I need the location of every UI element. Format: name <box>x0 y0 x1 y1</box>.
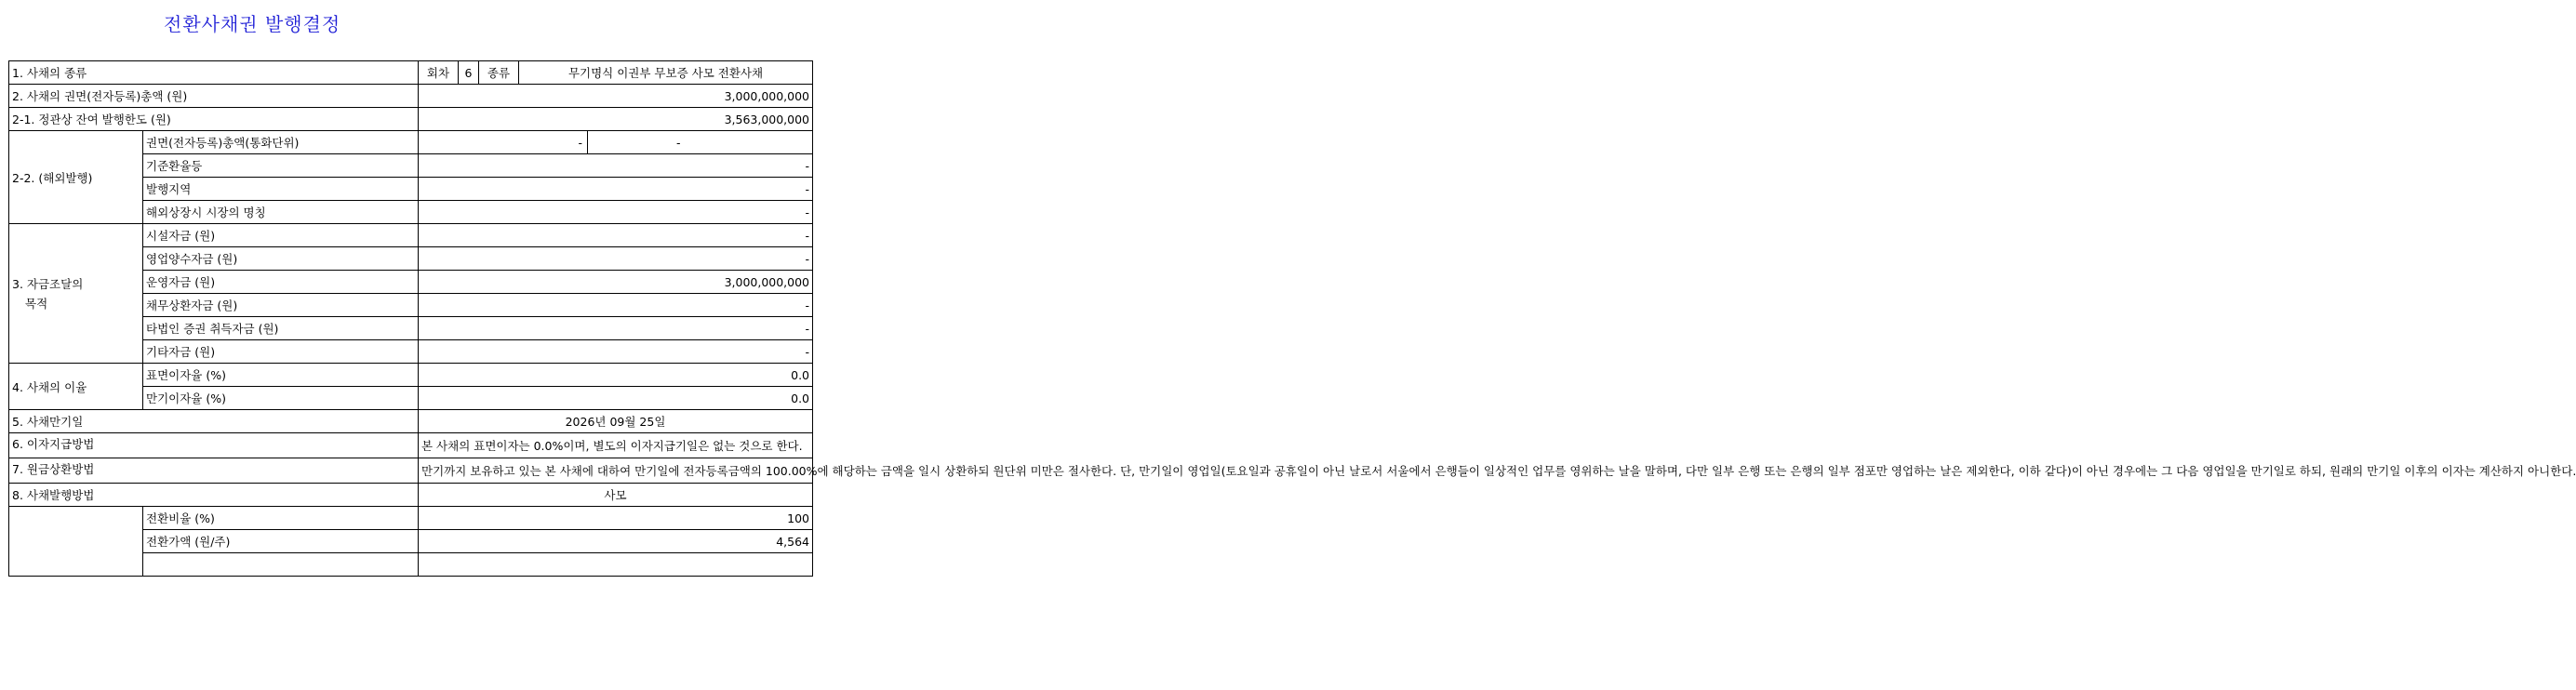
item-value: 4,564 <box>419 530 813 553</box>
item-value: - <box>419 247 813 271</box>
item-label <box>143 553 419 577</box>
item-value: 100 <box>419 507 813 530</box>
item-value: 3,000,000,000 <box>419 271 813 294</box>
table-row <box>9 507 813 530</box>
item-value: - <box>419 154 813 178</box>
row-label: 2. 사채의 권면(전자등록)총액 (원) <box>9 85 419 108</box>
row-value: 3,000,000,000 <box>419 85 813 108</box>
item-label: 발행지역 <box>143 178 419 201</box>
item-value: - <box>419 178 813 201</box>
item-label: 타법인 증권 취득자금 (원) <box>143 317 419 340</box>
row-label: 5. 사채만기일 <box>9 410 419 433</box>
round-value: 6 <box>459 61 479 85</box>
item-value: 0.0 <box>419 387 813 410</box>
category-label <box>9 507 143 577</box>
item-value: - <box>419 201 813 224</box>
category-label: 4. 사채의 이율 <box>9 364 143 410</box>
item-label: 권면(전자등록)총액(통화단위) <box>143 131 419 154</box>
item-value <box>419 553 813 577</box>
table-row <box>9 85 813 108</box>
item-label: 만기이자율 (%) <box>143 387 419 410</box>
row-label: 6. 이자지급방법 <box>9 433 419 458</box>
table-row <box>9 410 813 433</box>
item-label: 전환가액 (원/주) <box>143 530 419 553</box>
disclosure-table <box>8 60 2576 577</box>
table-row <box>9 484 813 507</box>
category-label <box>9 224 143 364</box>
item-label: 전환비율 (%) <box>143 507 419 530</box>
item-label: 기타자금 (원) <box>143 340 419 364</box>
round-label: 회차 <box>419 61 459 85</box>
row-label: 8. 사채발행방법 <box>9 484 419 507</box>
row-value: 사모 <box>419 484 813 507</box>
item-label: 운영자금 (원) <box>143 271 419 294</box>
table-row <box>9 108 813 131</box>
item-value: - <box>419 294 813 317</box>
table-row <box>9 61 813 85</box>
item-label: 채무상환자금 (원) <box>143 294 419 317</box>
row-value: 본 사채의 표면이자는 0.0%이며, 별도의 이자지급기일은 없는 것으로 한다. <box>419 433 813 458</box>
type-label: 종류 <box>479 61 519 85</box>
item-label: 해외상장시 시장의 명칭 <box>143 201 419 224</box>
item-label: 시설자금 (원) <box>143 224 419 247</box>
row-label: 2-1. 정관상 잔여 발행한도 (원) <box>9 108 419 131</box>
type-value: 무기명식 이권부 무보증 사모 전환사채 <box>519 61 813 85</box>
category-label: 2-2. (해외발행) <box>9 131 143 224</box>
item-value-secondary: - <box>588 131 813 154</box>
table-row <box>9 458 813 484</box>
item-label: 표면이자율 (%) <box>143 364 419 387</box>
item-label: 영업양수자금 (원) <box>143 247 419 271</box>
row-value: 2026년 09월 25일 <box>419 410 813 433</box>
page-title: 전환사채권 발행결정 <box>164 13 341 35</box>
item-value: - <box>419 131 588 154</box>
table-row <box>9 131 813 154</box>
item-label: 기준환율등 <box>143 154 419 178</box>
row-label: 7. 원금상환방법 <box>9 458 419 484</box>
item-value: - <box>419 340 813 364</box>
category-label-line1: 3. 자금조달의 <box>12 276 84 291</box>
item-value: - <box>419 317 813 340</box>
row-value: 3,563,000,000 <box>419 108 813 131</box>
item-value: - <box>419 224 813 247</box>
table-row <box>9 364 813 387</box>
table-row <box>9 433 813 458</box>
row-label: 1. 사채의 종류 <box>9 61 419 85</box>
category-label-line2: 목적 <box>25 296 48 311</box>
row-value: 만기까지 보유하고 있는 본 사채에 대하여 만기일에 전자등록금액의 100.00%에 해당하는 금액을 일시 상환하되 원단위 미만은 절사한다. 단, 만기일이 영업일(토요일과 공휴일이 아닌 날로서 서울에서 은행들이 일상적인 업무를 영위하는 날을 말하며, 다만 일부 은행 또는 은행의 일부 점포만 영업하는 날은 제외한다, 이하 같다)이 아닌 경우에는 그 다음 영업일을 만기일로 하되, 원래의 만기일 이후의 이자는 계산하지 아니한다. <box>419 458 813 484</box>
table-row <box>9 224 813 247</box>
item-value: 0.0 <box>419 364 813 387</box>
